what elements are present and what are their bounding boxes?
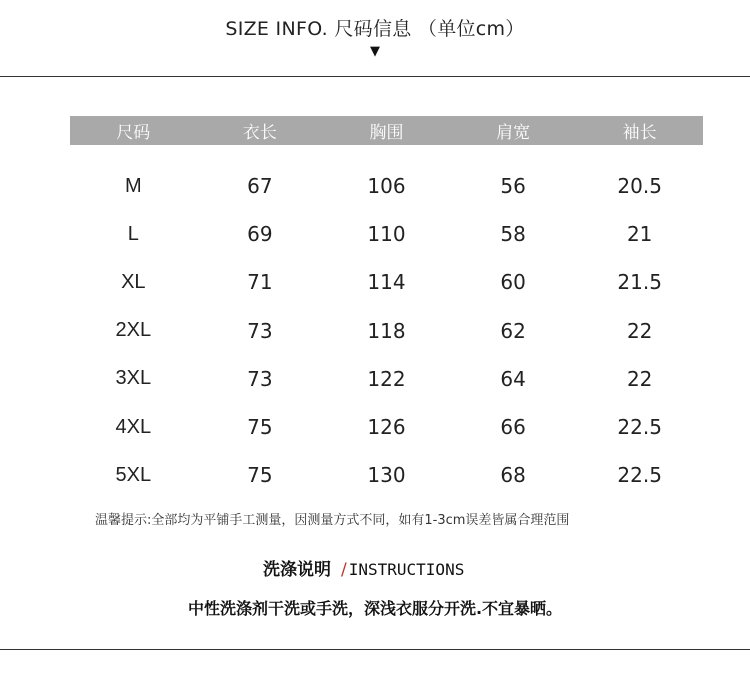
header-shoulder: 肩宽	[496, 123, 531, 143]
header-size: 尺码	[116, 123, 151, 143]
cell-length: 69	[247, 222, 273, 247]
cell-shoulder: 68	[500, 463, 526, 488]
cell-shoulder: 60	[500, 270, 526, 295]
cell-shoulder: 58	[500, 222, 526, 247]
cell-size: 2XL	[115, 319, 152, 342]
bottom-divider	[0, 649, 750, 650]
cell-chest: 130	[367, 463, 406, 488]
table-row	[70, 451, 703, 499]
cell-shoulder: 56	[500, 174, 526, 199]
cell-size: 4XL	[115, 415, 152, 438]
header-chest: 胸围	[369, 123, 404, 143]
cell-shoulder: 62	[500, 318, 526, 343]
page-title: SIZE INFO. 尺码信息 （单位cm）	[225, 18, 525, 40]
cell-chest: 114	[367, 270, 406, 295]
cell-sleeve: 22.5	[617, 463, 662, 488]
cell-sleeve: 20.5	[617, 174, 662, 199]
table-row	[70, 355, 703, 403]
cell-length: 73	[247, 318, 273, 343]
wash-instructions-title	[263, 555, 464, 580]
cell-sleeve: 21.5	[617, 270, 662, 295]
table-row	[70, 403, 703, 451]
cell-sleeve: 22	[626, 366, 653, 391]
size-table-header	[70, 116, 703, 145]
wash-title-cn: 洗涤说明	[263, 560, 331, 580]
cell-chest: 118	[367, 318, 406, 343]
table-row	[70, 210, 703, 258]
table-row	[70, 162, 703, 210]
cell-length: 75	[247, 415, 273, 440]
cell-length: 73	[247, 366, 273, 391]
cell-sleeve: 22.5	[617, 415, 662, 440]
cell-shoulder: 66	[500, 415, 526, 440]
header-length: 衣长	[242, 123, 277, 143]
cell-length: 71	[247, 270, 273, 295]
down-arrow-icon: ▼	[370, 44, 380, 59]
measurement-note: 温馨提示:全部均为平铺手工测量，因测量方式不同，如有1-3cm误差皆属合理范围	[95, 513, 570, 528]
cell-size: M	[124, 174, 142, 197]
cell-chest: 106	[367, 174, 406, 199]
cell-sleeve: 21	[626, 222, 653, 247]
cell-size: L	[127, 222, 139, 245]
wash-instructions-text: 中性洗涤剂干洗或手洗，深浅衣服分开洗.不宜暴晒。	[187, 599, 563, 618]
wash-title-en: INSTRUCTIONS	[348, 560, 465, 579]
cell-size: XL	[121, 270, 146, 293]
cell-chest: 122	[367, 366, 406, 391]
table-row	[70, 307, 703, 355]
cell-shoulder: 64	[500, 366, 526, 391]
top-divider	[0, 76, 750, 77]
cell-length: 75	[247, 463, 273, 488]
cell-chest: 126	[367, 415, 406, 440]
cell-chest: 110	[367, 222, 406, 247]
header-sleeve: 袖长	[622, 123, 657, 143]
cell-sleeve: 22	[626, 318, 653, 343]
size-table-body	[70, 162, 703, 499]
table-row	[70, 258, 703, 306]
cell-size: 3XL	[115, 367, 152, 390]
title-slash: /	[341, 560, 347, 580]
cell-length: 67	[247, 174, 273, 199]
cell-size: 5XL	[115, 463, 152, 486]
